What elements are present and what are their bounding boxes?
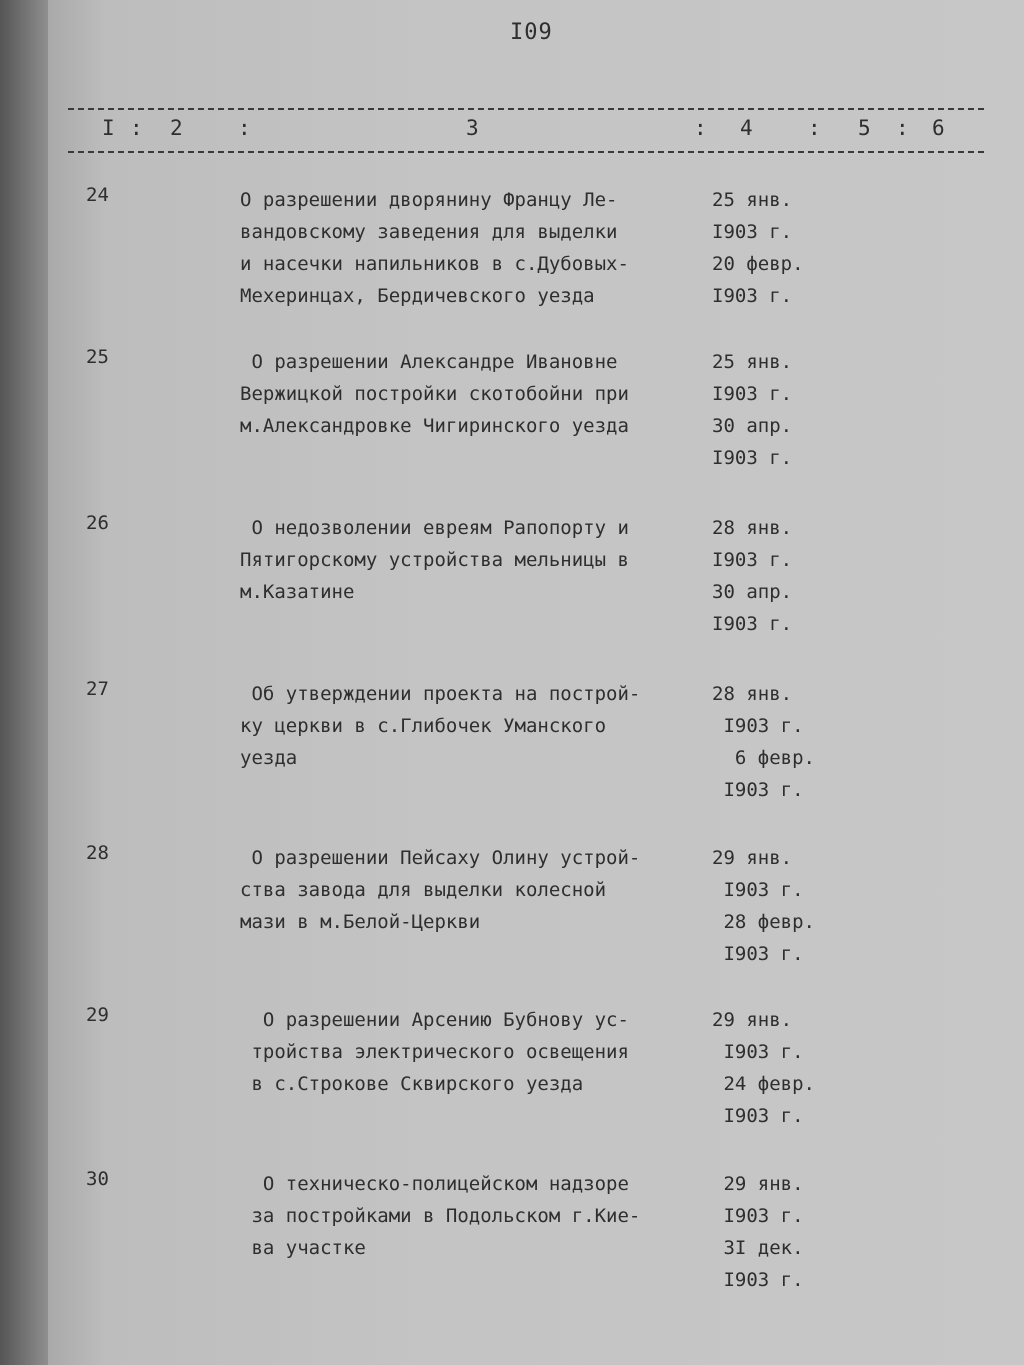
- date-line: 24 февр.: [712, 1073, 815, 1095]
- entry-description: [240, 842, 710, 938]
- entry-dates: [712, 512, 822, 640]
- column-header-4: 4: [740, 116, 753, 140]
- entry-dates: [712, 842, 822, 970]
- date-line: 30 апр.: [712, 415, 793, 437]
- description-line: уезда: [240, 747, 298, 769]
- description-line: Пятигорскому устройства мельницы в: [240, 549, 629, 571]
- column-header-1: I: [102, 116, 115, 140]
- date-line: I903 г.: [712, 1105, 804, 1127]
- description-line: за постройками в Подольском г.Кие-: [240, 1205, 641, 1227]
- entry-number: 26: [86, 512, 109, 534]
- date-line: 29 янв.: [712, 1173, 804, 1195]
- date-line: 3I дек.: [712, 1237, 804, 1259]
- entry-dates: [712, 184, 822, 312]
- entry-dates: [712, 1004, 822, 1132]
- description-line: м.Казатине: [240, 581, 355, 603]
- date-line: 25 янв.: [712, 189, 793, 211]
- date-line: I903 г.: [712, 1205, 804, 1227]
- entry-description: [240, 346, 710, 442]
- description-line: мази в м.Белой-Церкви: [240, 911, 481, 933]
- description-line: ва участке: [240, 1237, 366, 1259]
- date-line: I903 г.: [712, 447, 793, 469]
- column-header-6: 6: [932, 116, 945, 140]
- entry-description: [240, 1168, 710, 1264]
- description-line: и насечки напильников в с.Дубовых-: [240, 253, 629, 275]
- date-line: I903 г.: [712, 383, 793, 405]
- description-line: м.Александровке Чигиринского уезда: [240, 415, 629, 437]
- description-line: Вержицкой постройки скотобойни при: [240, 383, 629, 405]
- entry-dates: [712, 346, 822, 474]
- entry-number: 25: [86, 346, 109, 368]
- entry-number: 27: [86, 678, 109, 700]
- entry-description: [240, 678, 710, 774]
- description-line: О недозволении евреям Рапопорту и: [240, 517, 629, 539]
- entry-number: 30: [86, 1168, 109, 1190]
- column-header-5: 5: [858, 116, 871, 140]
- description-line: О разрешении Пейсаху Олину устрой-: [240, 847, 641, 869]
- date-line: I903 г.: [712, 613, 793, 635]
- entry-description: [240, 184, 710, 312]
- document-page: [48, 0, 1024, 1365]
- date-line: I903 г.: [712, 1041, 804, 1063]
- date-line: 28 янв.: [712, 683, 793, 705]
- description-line: Мехеринцах, Бердичевского уезда: [240, 285, 595, 307]
- column-header-separator: :: [896, 116, 909, 140]
- date-line: 25 янв.: [712, 351, 793, 373]
- entry-number: 28: [86, 842, 109, 864]
- date-line: 28 янв.: [712, 517, 793, 539]
- description-line: тройства электрического освещения: [240, 1041, 629, 1063]
- entry-dates: [712, 678, 822, 806]
- column-header-separator: :: [238, 116, 251, 140]
- column-header-2: 2: [170, 116, 183, 140]
- date-line: 28 февр.: [712, 911, 815, 933]
- date-line: 20 февр.: [712, 253, 804, 275]
- date-line: 30 апр.: [712, 581, 793, 603]
- header-rule-top: [68, 108, 984, 110]
- description-line: вандовскому заведения для выделки: [240, 221, 618, 243]
- column-header-separator: :: [808, 116, 821, 140]
- description-line: Об утверждении проекта на построй-: [240, 683, 641, 705]
- date-line: I903 г.: [712, 943, 804, 965]
- header-rule-bottom: [68, 151, 984, 153]
- description-line: ства завода для выделки колесной: [240, 879, 607, 901]
- entry-description: [240, 512, 710, 608]
- description-line: О техническо-полицейском надзоре: [240, 1173, 629, 1195]
- date-line: 29 янв.: [712, 1009, 793, 1031]
- entry-dates: [712, 1168, 822, 1296]
- entry-number: 29: [86, 1004, 109, 1026]
- date-line: I903 г.: [712, 549, 793, 571]
- entry-description: [240, 1004, 710, 1100]
- date-line: I903 г.: [712, 715, 804, 737]
- description-line: О разрешении дворянину Францу Ле-: [240, 189, 618, 211]
- date-line: 29 янв.: [712, 847, 793, 869]
- entry-number: 24: [86, 184, 109, 206]
- date-line: I903 г.: [712, 1269, 804, 1291]
- date-line: I903 г.: [712, 285, 793, 307]
- date-line: I903 г.: [712, 779, 804, 801]
- description-line: в с.Строкове Сквирского уезда: [240, 1073, 584, 1095]
- description-line: О разрешении Александре Ивановне: [240, 351, 618, 373]
- date-line: 6 февр.: [712, 747, 815, 769]
- date-line: I903 г.: [712, 221, 793, 243]
- column-header-separator: :: [130, 116, 143, 140]
- description-line: О разрешении Арсению Бубнову ус-: [240, 1009, 629, 1031]
- column-header-3: 3: [466, 116, 479, 140]
- date-line: I903 г.: [712, 879, 804, 901]
- column-header-separator: :: [694, 116, 707, 140]
- description-line: ку церкви в с.Глибочек Уманского: [240, 715, 607, 737]
- page-number: I09: [510, 20, 553, 45]
